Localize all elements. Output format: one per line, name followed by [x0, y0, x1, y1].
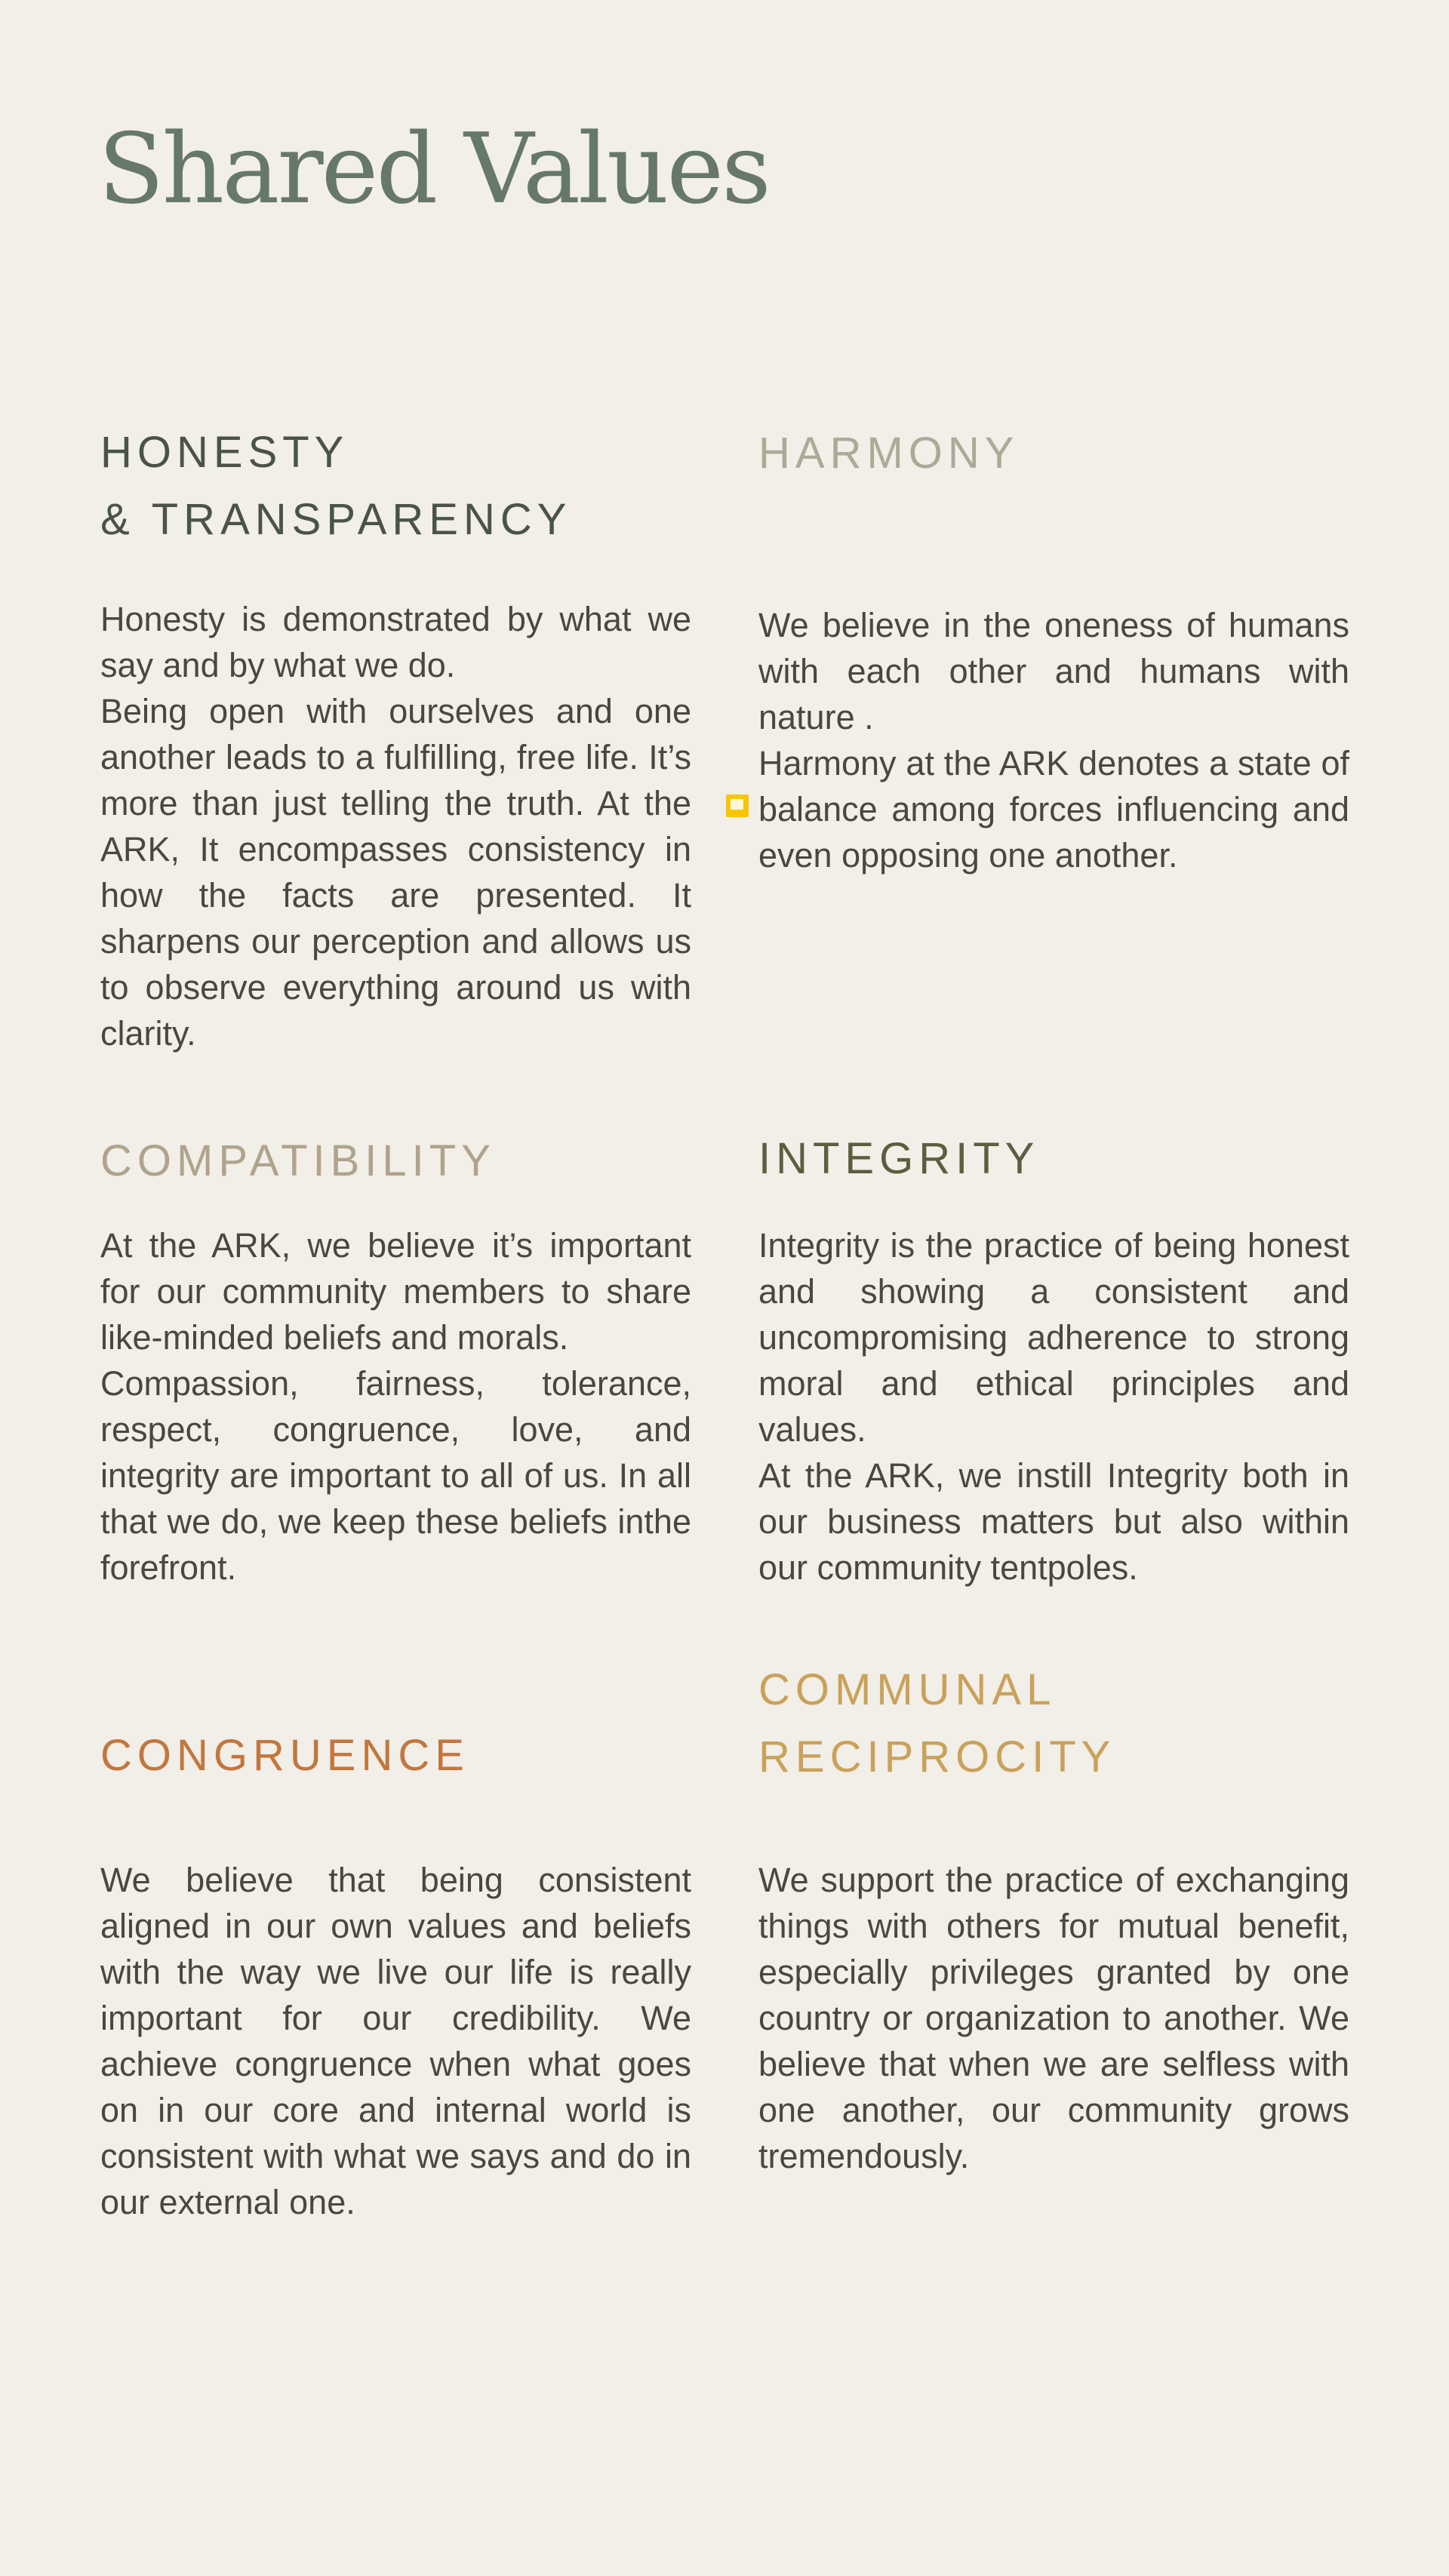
value-compatibility-body — [100, 1222, 691, 1591]
paragraph: Integrity is the practice of being honest and showing a consistent and uncompromising adherence to strong moral and ethical principles and values. — [758, 1226, 1349, 1449]
paragraph: At the ARK, we instill Integrity both in our business matters but also within our community tentpoles. — [758, 1456, 1349, 1587]
paragraph: Honesty is demonstrated by what we say and by what we do. — [100, 600, 691, 684]
comment-icon[interactable] — [726, 795, 749, 817]
heading-line: HARMONY — [758, 429, 1020, 478]
value-integrity-heading — [758, 1125, 1349, 1192]
heading-line: RECIPROCITY — [758, 1732, 1116, 1781]
heading-line: COMMUNAL — [758, 1665, 1057, 1714]
heading-line: COMPATIBILITY — [100, 1136, 496, 1185]
paragraph: Being open with ourselves and one another leads to a fulfilling, free life. It’s more than just telling the truth. At the ARK, It encompasses consistency in how the facts are presented. It sharpens our perception and allows us to observe everything around us with clarity. — [100, 692, 691, 1053]
heading-line: & TRANSPARENCY — [100, 495, 572, 544]
value-congruence-heading — [100, 1722, 691, 1789]
value-integrity-body — [758, 1222, 1349, 1591]
value-honesty-heading — [100, 419, 691, 553]
paragraph: At the ARK, we believe it’s important for our community members to share like-minded beliefs and morals. — [100, 1226, 691, 1357]
value-compatibility-heading — [100, 1127, 691, 1194]
page-title: Shared Values — [98, 113, 769, 226]
value-harmony-heading — [758, 420, 1349, 487]
heading-line: INTEGRITY — [758, 1134, 1040, 1183]
heading-line: CONGRUENCE — [100, 1731, 469, 1780]
paragraph: Compassion, fairness, tolerance, respect, congruence, love, and integrity are important to all of us. In all that we do, we keep these beliefs inthe forefront. — [100, 1364, 691, 1587]
value-honesty-body — [100, 596, 691, 1056]
paragraph: We believe that being consistent aligned in our own values and beliefs with the way we live our life is really important for our credibility. We achieve congruence when what goes on in our core and internal world is consistent with what we says and do in our external one. — [100, 1861, 691, 2221]
paragraph: We believe in the oneness of humans with each other and humans with nature . — [758, 606, 1349, 736]
paragraph: We support the practice of exchanging things with others for mutual benefit, especially privileges granted by one country or organization to another. We believe that when we are selfless with one another, our community grows tremendously. — [758, 1861, 1349, 2175]
heading-line: HONESTY — [100, 428, 349, 477]
value-reciprocity-body — [758, 1857, 1349, 2179]
value-reciprocity-heading — [758, 1656, 1349, 1791]
value-congruence-body — [100, 1857, 691, 2225]
paragraph: Harmony at the ARK denotes a state of balance among forces influencing and even opposing one another. — [758, 744, 1349, 875]
value-harmony-body — [758, 602, 1349, 878]
